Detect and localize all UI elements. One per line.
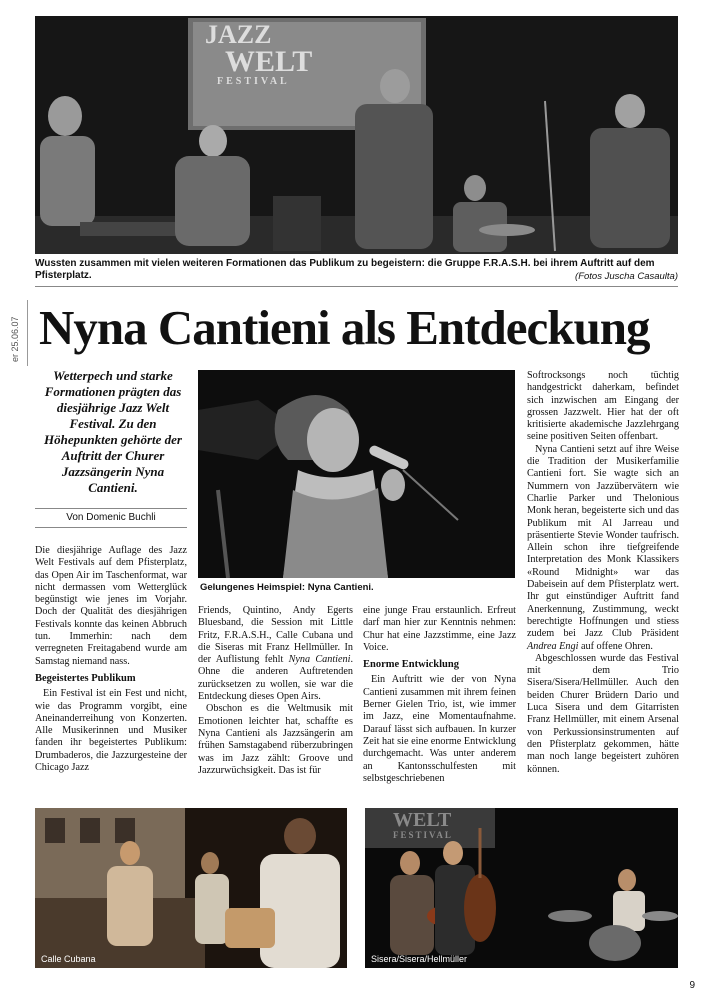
banner-welt-text: WELT <box>225 45 313 78</box>
calle-cubana-label: Calle Cubana <box>41 954 96 964</box>
banner-festival-text: FESTIVAL <box>217 76 290 87</box>
col3-paragraph-1: eine junge Frau erstaunlich. Erfreut darf man hier zur Kenntnis nehmen: Chur hat eine Jazzstimme, eine Jazz Voice. <box>363 605 516 653</box>
lead-rule-top <box>35 508 187 509</box>
lead-rule-bottom <box>35 527 187 528</box>
top-band-photo <box>35 16 678 254</box>
banner-jazz-text: JAZZ <box>205 20 272 49</box>
article-date: er 25.06.07 <box>10 316 20 362</box>
column-4 <box>527 370 679 776</box>
col3-paragraph-2: Ein Auftritt wie der von Nyna Cantieni zusammen mit ihrem feinen Berner Gielen Trio, ist, wie immer im Jazz, eine Momentaufnahme. Darauf lässt sich aufbauen. In kurzer Zeit hat sie eine enorme Entwicklung durchgemacht. Was unter anderem an Kantonsschulfesten mit selbstgeschriebenen <box>363 674 516 784</box>
singer-photo <box>198 370 515 578</box>
col4-p2-end: auf offene Ohren. <box>578 640 653 652</box>
sisera-trio-photo <box>365 808 678 968</box>
col4-p2-name: Andrea Engi <box>527 640 579 652</box>
singer-photo-caption: Gelungenes Heimspiel: Nyna Cantieni. <box>200 582 374 593</box>
top-photo-caption: Wussten zusammen mit vielen weiteren Formationen das Publikum zu begeistern: die Gruppe F.R.A.S.H. bei ihrem Auftritt auf dem Pfisterplatz. <box>35 258 655 281</box>
column-3 <box>363 605 516 785</box>
col2-p1-name: Nyna Cantieni <box>288 654 351 666</box>
subhead-begeistertes-publikum: Begeistertes Publikum <box>35 672 136 684</box>
column-2 <box>198 605 353 777</box>
right-banner-festival: FESTIVAL <box>393 830 453 840</box>
right-banner-welt: WELT <box>393 809 452 831</box>
lead-text: Wetterpech und starke Formationen prägten das diesjährige Jazz Welt Festival. Zu den Höhepunkten gehörte der Auftritt der Churer Jazzsängerin Nyna Cantieni. <box>44 368 182 495</box>
col4-p2-text: Nyna Cantieni setzt auf ihre Weise die Tradition der Musikerfamilie Cantieni fort. Sie wagte sich an Nummern von Jazzübervätern wie Charlie Parker und Thelonious Monk heran, begeisterte sich und das Publikum mit Al Jarreau und präsentierte Stevie Wonder taufrisch. Allein schon ihre tiefgreifende Interpretation des Monk Klassikers «Round Midnight» war das Dabeisein auf dem Pfisterplatz wert. Ihr gut einstündiger Auftritt fand Anerkennung, Zustimmung, weckt berechtigte Hoffnungen und stiess zudem bei Jazz Club Präsident <box>527 443 679 640</box>
calle-cubana-photo <box>35 808 347 968</box>
col1-paragraph-1: Die diesjährige Auflage des Jazz Welt Festivals auf dem Pfisterplatz, das Open Air im Taschenformat, war nicht dermassen vom Wetterglück begünstigt wie jenes im Vorjahr. Doch der Qualität des diesjährigen Festivals konnte das keinen Abbruch tun. Immerhin: nach dem verregneten Freitagabend wurde am Samstag niemand nass. <box>35 545 187 667</box>
col4-paragraph-3: Abgeschlossen wurde das Festival mit dem Trio Sisera/Sisera/Hellmüller. Auch den beiden Churer Brüdern Dario und Luca Sisera und dem Gitarristen Franz Hellmüller, mit einem Arsenal von Perkussionsinstrumenten auf den Pfisterplatz gekommen, hätte man noch lange begeistert zuhören können. <box>527 652 679 775</box>
col2-p1-text-b: . Ohne die anderen Auftretenden zurücksetzen zu wollen, sie war die Entdeckung dieses Open Airs. <box>198 654 353 703</box>
page-number: 9 <box>689 980 695 991</box>
col2-paragraph-1 <box>198 605 353 703</box>
col4-paragraph-2 <box>527 444 679 653</box>
caption-divider <box>35 286 678 287</box>
column-1 <box>35 545 187 774</box>
col4-paragraph-1: Softrocksongs noch tüchtig handgestrickt daherkam, befindet sich inzwischen am Eingang der grossen Jazzwelt. Hier hat der oft kritisierte akademische Jazzlehrgang seine positiven Seiten offenbart. <box>527 370 679 443</box>
sisera-trio-label: Sisera/Sisera/Hellmüller <box>371 954 468 964</box>
col1-paragraph-2: Ein Festival ist ein Fest und nicht, wie das Programm vorgibt, eine Aneinanderreihung von Konzerten. Alle Musikerinnen und Musiker fanden ihr begeistertes Publikum: Drumbaderos, die Jazzurgesteine der Chicago Jazz <box>35 688 187 774</box>
photo-credit: (Fotos Juscha Casaulta) <box>575 271 678 282</box>
subhead-enorme-entwicklung: Enorme Entwicklung <box>363 659 459 671</box>
col2-p1-text-a: Friends, Quintino, Andy Egerts Bluesband, die Session mit Little Fritz, F.R.A.S.H., Calle Cubana und die Siseras mit Franz Hellmüller. In der Auflistung fehlt <box>198 605 353 666</box>
date-rule <box>27 300 28 366</box>
headline: Nyna Cantieni als Entdeckung <box>39 300 650 355</box>
col2-paragraph-2: Obschon es die Weltmusik mit Emotionen leichter hat, schaffte es Nyna Cantieni als Jazzsängerin am frühen Samstagabend rüberzubringen was im Jazz zählt: Groove und Jazzurwüchsigkeit. Das ist für <box>198 703 353 776</box>
byline: Von Domenic Buchli <box>66 512 156 523</box>
